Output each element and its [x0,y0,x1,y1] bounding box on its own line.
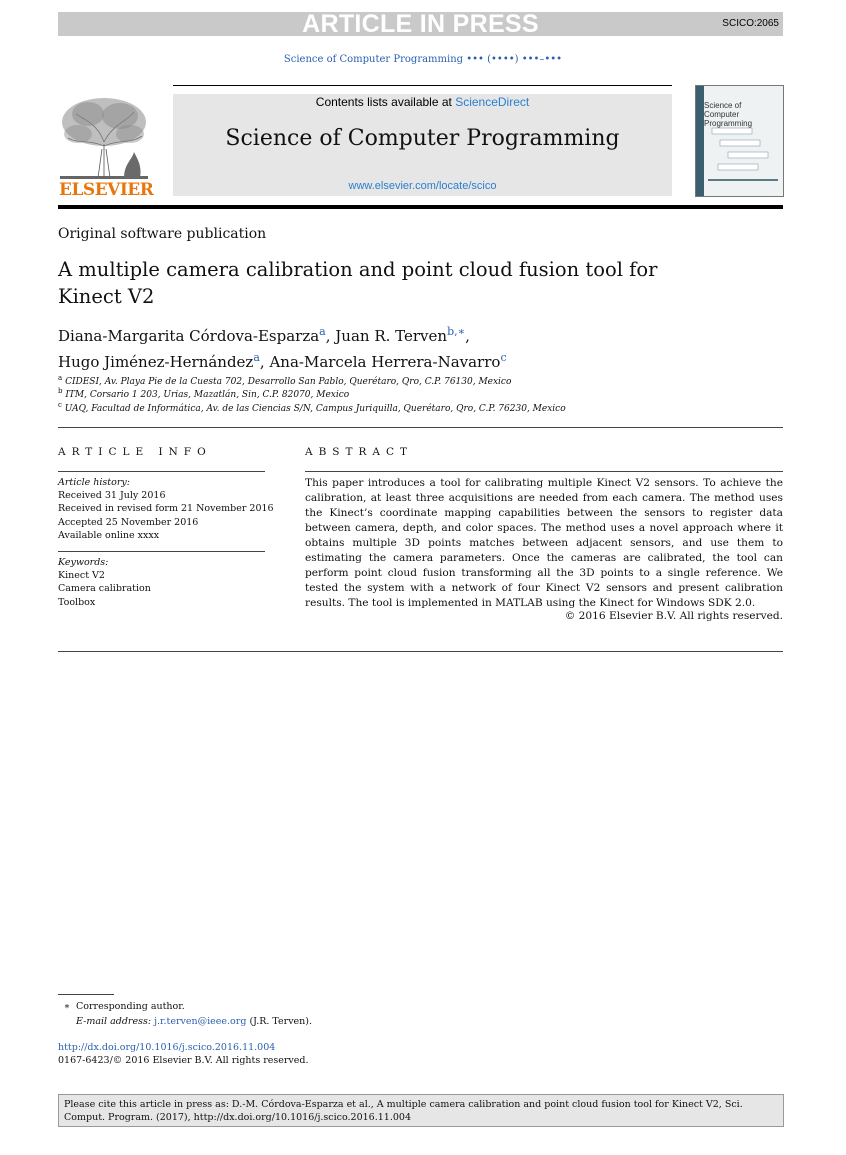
email-link[interactable]: j.r.terven@ieee.org [154,1016,247,1027]
abstract-end-rule [58,651,783,652]
cover-graphic-icon [708,124,778,184]
footnote-rule [58,994,114,995]
author-affiliation-link[interactable]: b,∗ [447,325,466,338]
abstract-heading: ABSTRACT [305,446,414,458]
author-name: Juan R. Terven [335,327,448,345]
journal-url-link[interactable]: www.elsevier.com/locate/scico [348,180,497,192]
cover-title: Science of Computer Programming [704,101,753,128]
affiliation-key: a [58,374,63,382]
affiliation-text: CIDESI, Av. Playa Pie de la Cuesta 702, Desarrollo San Pablo, Querétaro, Qro, C.P. 76130, Mexico [65,377,512,387]
journal-name: Science of Computer Programming [225,126,620,151]
journal-cover-thumbnail [695,85,784,197]
affiliation-text: UAQ, Facultad de Informática, Av. de las Ciencias S/N, Campus Juriquilla, Querétaro, Qro, C.P. 76230, Mexico [64,404,566,414]
cover-spine [696,86,704,196]
author-name: Ana-Marcela Herrera-Navarro [269,353,501,371]
affiliation-key: c [58,401,62,409]
citation-box [58,1094,784,1127]
affiliation [58,387,349,400]
keywords-label: Keywords: [58,557,109,568]
affiliation [58,401,566,414]
elsevier-tree-logo-icon [58,94,150,180]
section-rule [58,427,783,428]
author-separator: , [465,327,470,345]
author-affiliation-link[interactable]: c [500,351,507,364]
author-affiliation-link[interactable]: a [319,325,326,338]
keyword: Camera calibration [58,583,151,594]
corresponding-author-note [58,1001,185,1012]
author-separator: , [325,327,336,345]
doi-link[interactable]: http://dx.doi.org/10.1016/j.scico.2016.11.004 [58,1042,276,1053]
abstract-copyright: © 2016 Elsevier B.V. All rights reserved. [564,610,783,622]
author-affiliation-link[interactable]: a [253,351,260,364]
article-type: Original software publication [58,226,267,242]
history-item: Available online xxxx [58,530,160,541]
affiliation-key: b [58,387,63,395]
header-rule [173,85,672,86]
author-separator: , [259,353,270,371]
issn-line: 0167-6423/© 2016 Elsevier B.V. All rights reserved. [58,1055,309,1066]
article-in-press-bar [58,12,783,36]
history-item: Accepted 25 November 2016 [58,517,199,528]
sciencedirect-link[interactable]: ScienceDirect [455,95,530,109]
email-suffix: (J.R. Terven). [249,1016,313,1027]
author-name: Diana-Margarita Córdova-Esparza [58,327,320,345]
affiliation [58,374,511,387]
article-history-label: Article history: [58,477,130,488]
affiliation-text: ITM, Corsario 1 203, Urias, Mazatlán, Sin, C.P. 82070, Mexico [65,390,350,400]
article-info-heading: ARTICLE INFO [58,446,212,458]
email-label: E-mail address: [76,1016,152,1027]
contents-line [173,95,672,109]
elsevier-wordmark: ELSEVIER [59,180,154,200]
email-line [76,1016,312,1027]
author-name: Hugo Jiménez-Hernández [58,353,254,371]
history-item: Received in revised form 21 November 2016 [58,503,274,514]
article-info-rule [58,471,265,472]
journal-citation-link[interactable]: Science of Computer Programming ••• (••••) •••–••• [283,54,563,65]
history-item: Received 31 July 2016 [58,490,166,501]
abstract-text: This paper introduces a tool for calibrating multiple Kinect V2 sensors. To achieve the calibration, at least three acquisitions are needed from each camera. The method uses the Kinect’s coordinate mapping capabilities between the sensors to register data between camera, depth, and color spaces. The method uses a novel approach where it obtains multiple 3D points matches between adjacent sensors, and use them to estimating the camera parameters. Once the cameras are calibrated, the tool can perform point cloud fusion transforming all the 3D points to a single reference. We tested the system with a network of four Kinect V2 sensors and present calibration results. The tool is implemented in MATLAB using the Kinect for Windows SDK 2.0. [305,477,783,609]
author-list [58,321,758,373]
article-in-press-label: ARTICLE IN PRESS [302,10,539,38]
contents-prefix: Contents lists available at [315,95,456,109]
article-code: SCICO:2065 [722,18,779,29]
abstract-rule [305,471,783,472]
footnote-star: ∗ [63,1001,71,1012]
header-thick-rule [58,205,783,209]
corresponding-author-text: Corresponding author. [76,1001,185,1012]
journal-banner [173,94,672,196]
citation-text: Please cite this article in press as: D.-M. Córdova-Esparza et al., A multiple camera calibration and point cloud fusion tool for Kinect V2, Sci. Comput. Program. (2017), http://dx.doi.org/10.1016/j.scico.2016.11.004 [64,1099,743,1123]
keyword: Kinect V2 [58,570,105,581]
article-title: A multiple camera calibration and point cloud fusion tool for Kinect V2 [58,258,658,308]
keywords-rule [58,551,265,552]
keyword: Toolbox [58,597,96,608]
